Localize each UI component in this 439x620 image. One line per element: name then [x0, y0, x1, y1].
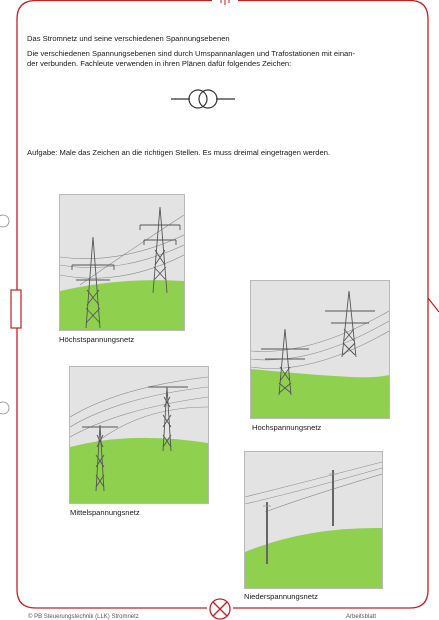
caption-hochspannung: Hochspannungsnetz	[252, 423, 322, 432]
binder-clip-icon	[11, 290, 21, 328]
image-mittelspannung	[69, 366, 209, 504]
image-niederspannung	[244, 451, 383, 589]
worksheet-title: Das Stromnetz und seine verschiedenen Spannungsebenen	[27, 34, 230, 43]
top-marker-icon	[221, 0, 229, 5]
caption-mittelspannung: Mittelspannungsnetz	[70, 508, 140, 517]
intro-text-line-1: Die verschiedenen Spannungsebenen sind durch Umspannanlagen und Trafostationen mit einan-	[27, 49, 356, 58]
caption-hoechstspannung: Höchstspannungsnetz	[59, 335, 135, 344]
caption-niederspannung: Niederspannungsnetz	[244, 592, 318, 601]
image-hochspannung	[250, 280, 390, 419]
transformer-symbol-icon	[170, 84, 236, 114]
task-instruction: Aufgabe: Male das Zeichen an die richtigen Stellen. Es muss dreimal eingetragen werden.	[27, 148, 331, 157]
cut-mark-icon	[428, 298, 439, 312]
intro-text-line-2: der verbunden. Fachleute verwenden in ihren Plänen dafür folgendes Zeichen:	[27, 59, 292, 68]
image-hoechstspannung	[59, 194, 185, 331]
footer-left: © PB Steuerungstechnik (LLK) Stromnetz	[28, 614, 139, 620]
footer-right: Arbeitsblatt	[346, 614, 377, 620]
binder-hole-icon	[0, 215, 9, 414]
bottom-cross-icon	[210, 599, 230, 619]
